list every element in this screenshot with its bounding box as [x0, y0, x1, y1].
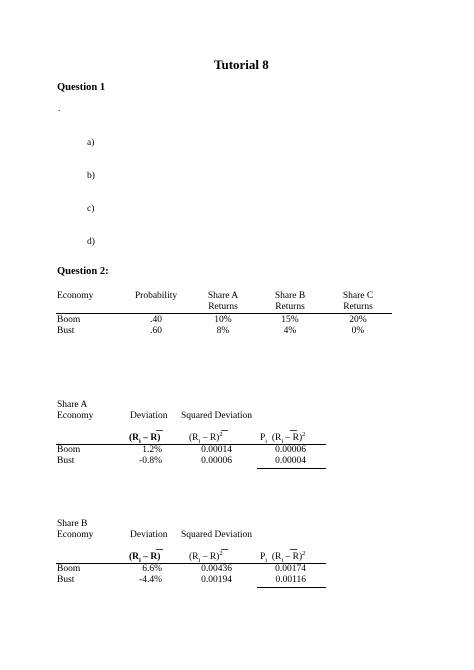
row-share-b: 15% [281, 315, 299, 325]
row-squared: 0.00006 [201, 456, 232, 466]
table-divider [56, 444, 326, 445]
mean-bar [156, 430, 163, 431]
row-probability: .40 [150, 315, 162, 325]
question-1-part-c: c) [87, 204, 95, 214]
question-1-part-b: b) [87, 171, 95, 181]
question-1-part-a: a) [87, 138, 95, 148]
row-economy: Boom [57, 445, 81, 455]
header-economy: Economy [57, 291, 94, 301]
header-probability: Probability [134, 291, 178, 301]
row-deviation: -4.4% [139, 575, 162, 585]
row-squared: 0.00194 [201, 575, 232, 585]
share-b-col-squared: Squared Deviation [181, 530, 252, 540]
header-share-a-returns: Returns [208, 302, 238, 312]
share-b-formula-weighted: $P_i$ $(R_i - R)^2$ [260, 549, 306, 564]
share-a-col-economy: Economy [57, 411, 94, 421]
row-economy: Boom [57, 315, 81, 325]
header-share-c-returns: Returns [343, 302, 373, 312]
share-a-heading: Share A [57, 400, 88, 410]
row-share-c: 0% [351, 326, 365, 336]
question-1-part-d: d) [87, 237, 95, 247]
share-a-col-deviation: Deviation [130, 411, 168, 421]
table-divider [56, 313, 392, 314]
row-share-a: 10% [214, 315, 232, 325]
mean-bar [290, 549, 297, 550]
row-deviation: 1.2% [142, 445, 162, 455]
row-weighted: 0.00174 [275, 564, 306, 574]
row-squared: 0.00436 [201, 564, 232, 574]
share-b-formula-deviation: $(R_i - R)$ [129, 552, 161, 564]
row-economy: Boom [57, 564, 81, 574]
share-b-heading: Share B [57, 519, 88, 529]
share-a-formula-weighted: $P_i$ $(R_i - R)^2$ [260, 430, 306, 445]
question-1-heading: Question 1 [57, 82, 106, 93]
share-a-formula-deviation: $(R_i - R)$ [129, 433, 161, 445]
row-squared: 0.00014 [201, 445, 232, 455]
row-share-c: 20% [349, 315, 367, 325]
row-weighted: 0.00006 [275, 445, 306, 455]
sum-line [257, 587, 326, 588]
header-share-c: Share C [342, 291, 374, 301]
row-deviation: -0.8% [139, 456, 162, 466]
share-a-formula-squared: $(R_i - R)^2$ [189, 430, 223, 445]
row-economy: Bust [57, 575, 75, 585]
header-share-b: Share B [274, 291, 306, 301]
row-share-b: 4% [283, 326, 297, 336]
question-1-dot: . [58, 104, 61, 114]
share-b-col-deviation: Deviation [130, 530, 168, 540]
page-title: Tutorial 8 [214, 57, 269, 72]
header-share-a: Share A [207, 291, 239, 301]
row-weighted: 0.00116 [275, 575, 306, 585]
row-share-a: 8% [216, 326, 230, 336]
sum-line [257, 468, 326, 469]
row-weighted: 0.00004 [275, 456, 306, 466]
share-b-formula-squared: $(R_i - R)^2$ [189, 549, 223, 564]
question-2-heading: Question 2: [57, 266, 109, 277]
mean-bar [156, 549, 163, 550]
row-economy: Bust [57, 326, 75, 336]
mean-bar [290, 430, 297, 431]
row-deviation: 6.6% [142, 564, 162, 574]
header-share-b-returns: Returns [275, 302, 305, 312]
row-probability: .60 [150, 326, 162, 336]
share-a-col-squared: Squared Deviation [181, 411, 252, 421]
row-economy: Bust [57, 456, 75, 466]
share-b-col-economy: Economy [57, 530, 94, 540]
